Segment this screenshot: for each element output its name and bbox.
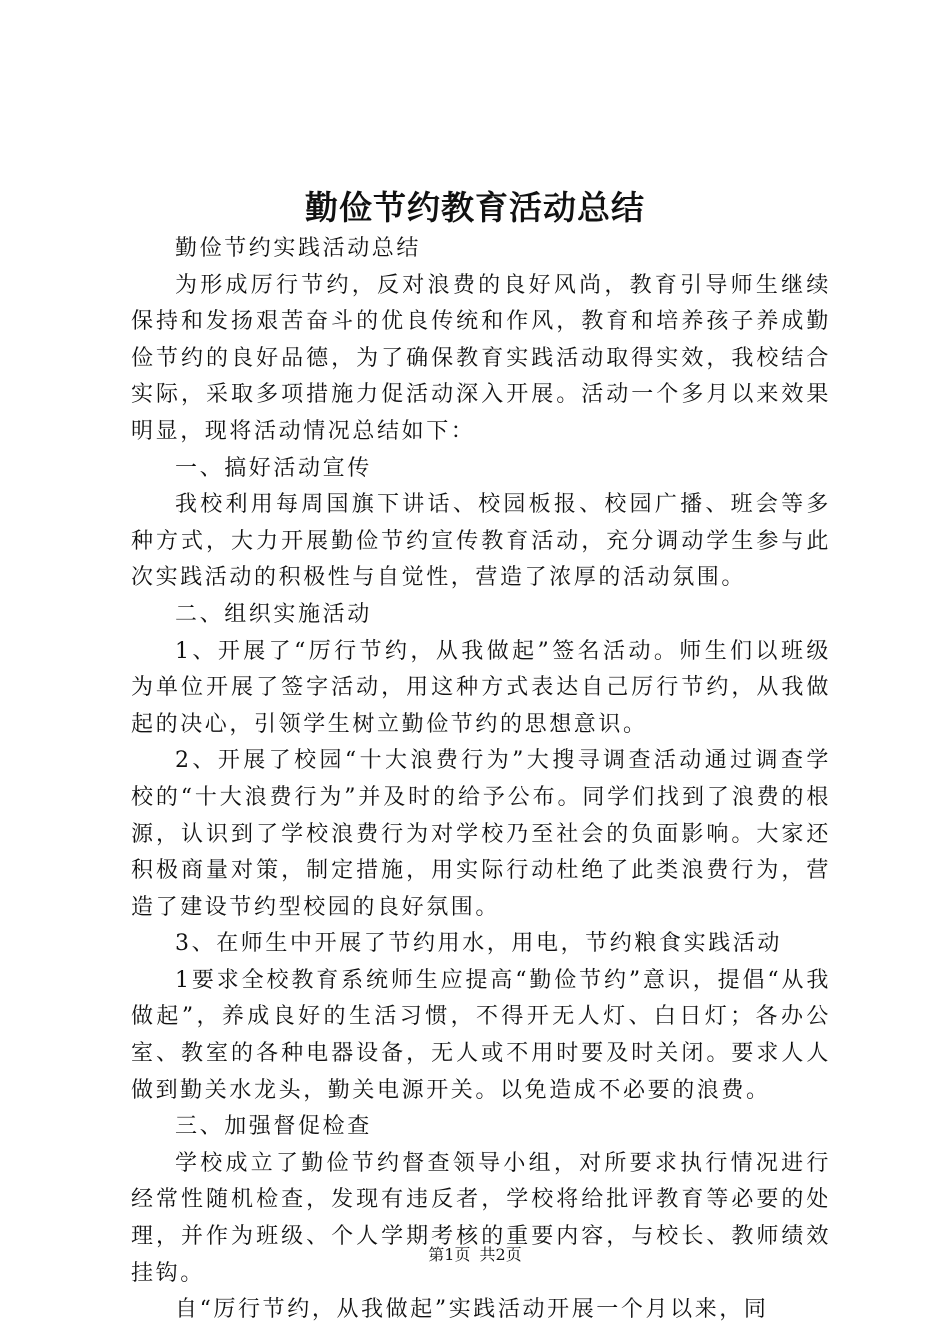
closing-paragraph: 自“厉行节约，从我做起”实践活动开展一个月以来，同 — [175, 1297, 769, 1323]
section-subtitle: 勤俭节约实践活动总结 — [175, 236, 422, 261]
document-body — [131, 231, 831, 1329]
item-3-paragraph: 3、在师生中开展了节约用水，用电，节约粮食实践活动 — [175, 931, 782, 957]
intro-paragraph: 为形成厉行节约，反对浪费的良好风尚，教育引导师生继续保持和发扬艰苦奋斗的优良传统和作风，教育和培养孩子养成勤俭节约的良好品德，为了确保教育实践活动取得实效，我校结合实际，采取多项措施力促活动深入开展。活动一个多月以来效果明显，现将活动情况总结如下： — [131, 272, 831, 444]
item-1-paragraph: 1、开展了“厉行节约，从我做起”签名活动。师生们以班级为单位开展了签字活动，用这种方式表达自己厉行节约，从我做起的决心，引领学生树立勤俭节约的思想意识。 — [131, 638, 831, 737]
supervision-paragraph: 学校成立了勤俭节约督查领导小组，对所要求执行情况进行经常性随机检查，发现有违反者，学校将给批评教育等必要的处理，并作为班级、个人学期考核的重要内容，与校长、教师绩效挂钩。 — [131, 1150, 831, 1286]
page-number: 第1页 — [428, 1245, 471, 1264]
item-2-paragraph: 2、开展了校园“十大浪费行为”大搜寻调查活动通过调查学校的“十大浪费行为”并及时的给予公布。同学们找到了浪费的根源，认识到了学校浪费行为对学校乃至社会的负面影响。大家还积极商量对策，制定措施，用实际行动杜绝了此类浪费行为，营造了建设节约型校园的良好氛围。 — [131, 748, 831, 920]
heading-implementation: 二、组织实施活动 — [175, 601, 372, 627]
page-footer — [0, 1244, 950, 1266]
publicity-paragraph: 我校利用每周国旗下讲话、校园板报、校园广播、班会等多种方式，大力开展勤俭节约宣传教育活动，充分调动学生参与此次实践活动的积极性与自觉性，营造了浓厚的活动氛围。 — [131, 492, 831, 591]
page-total: 共2页 — [479, 1245, 522, 1264]
heading-publicity: 一、搞好活动宣传 — [175, 455, 372, 481]
heading-supervision: 三、加强督促检查 — [175, 1114, 372, 1140]
requirements-paragraph: 1要求全校教育系统师生应提高“勤俭节约”意识，提倡“从我做起”，养成良好的生活习惯，不得开无人灯、白日灯；各办公室、教室的各种电器设备，无人或不用时要及时关闭。要求人人做到勤关水龙头，勤关电源开关。以免造成不必要的浪费。 — [131, 967, 831, 1103]
document-title: 勤俭节约教育活动总结 — [305, 188, 645, 227]
